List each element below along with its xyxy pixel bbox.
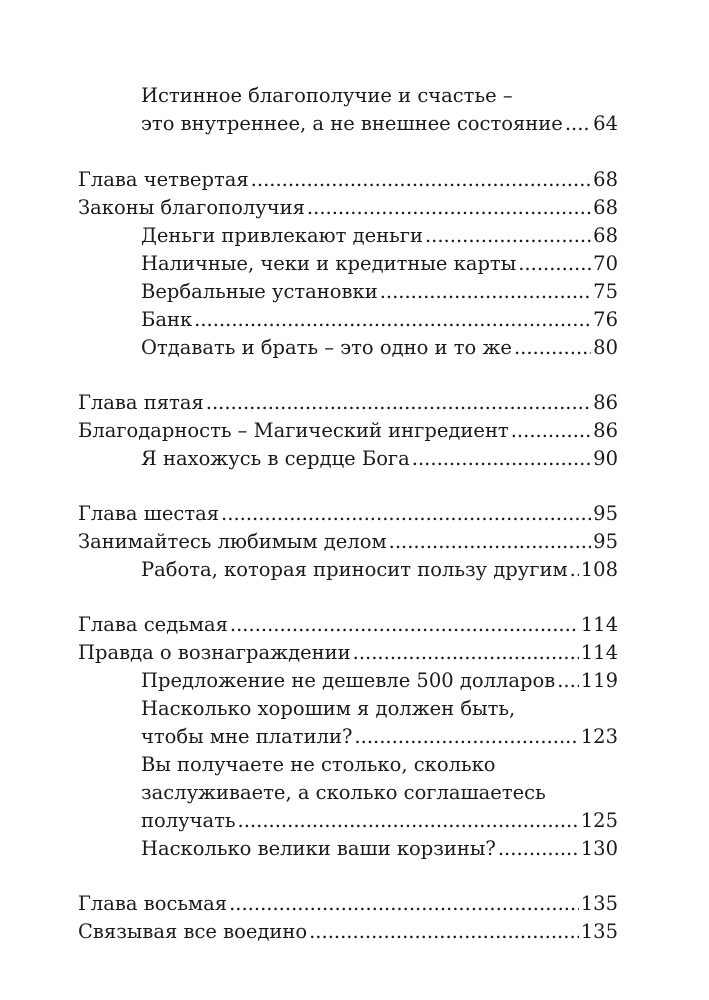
leader-dots <box>230 611 579 639</box>
toc-page-number: 135 <box>580 892 618 915</box>
leader-dots <box>565 110 591 138</box>
toc-page-number: 68 <box>593 224 618 247</box>
toc-chapter-title: Законы благополучия <box>78 196 305 219</box>
toc-entry-label: Насколько велики ваши корзины? <box>141 837 496 860</box>
toc-page-number: 135 <box>580 920 618 943</box>
toc-page-number: 90 <box>593 447 618 470</box>
leader-dots <box>425 222 591 250</box>
toc-entry-line1: Насколько хорошим я должен быть, <box>141 697 516 720</box>
leader-dots <box>570 556 579 584</box>
leader-dots <box>380 278 591 306</box>
toc-entry[interactable] <box>141 250 618 278</box>
toc-chapter-5-title[interactable] <box>78 417 618 445</box>
toc-entry-line2: заслуживаете, а сколько соглашаетесь <box>141 781 546 804</box>
toc-chapter-7-title[interactable] <box>78 639 618 667</box>
leader-dots <box>412 445 591 473</box>
toc-chapter-label: Глава четвертая <box>78 168 249 191</box>
toc-page-number: 68 <box>593 168 618 191</box>
toc-chapter-title: Правда о вознаграждении <box>78 641 351 664</box>
leader-dots <box>309 918 579 946</box>
leader-dots <box>221 500 591 528</box>
leader-dots <box>514 334 591 362</box>
leader-dots <box>229 890 579 918</box>
toc-entry[interactable] <box>141 723 618 751</box>
toc-entry[interactable] <box>141 835 618 863</box>
toc-entry-label: Банк <box>141 308 193 331</box>
toc-entry[interactable] <box>141 222 618 250</box>
toc-entry-label: Вербальные установки <box>141 280 378 303</box>
toc-entry[interactable] <box>141 667 618 695</box>
toc-page-number: 64 <box>593 112 618 135</box>
toc-page-number: 80 <box>593 336 618 359</box>
toc-page-number: 86 <box>593 391 618 414</box>
leader-dots <box>353 639 579 667</box>
leader-dots <box>389 528 592 556</box>
toc-entry-label: Предложение не дешевле 500 долларов <box>141 669 556 692</box>
toc-entry-label: это внутреннее, а не внешнее состояние <box>141 112 563 135</box>
toc-chapter-4[interactable] <box>78 166 618 194</box>
toc-entry[interactable] <box>141 278 618 306</box>
toc-page-number: 75 <box>593 280 618 303</box>
toc-entry-intro-line1: Истинное благополучие и счастье – <box>141 84 513 107</box>
toc-page-number: 114 <box>580 641 618 664</box>
toc-page-number: 108 <box>580 558 618 581</box>
toc-chapter-8[interactable] <box>78 890 618 918</box>
leader-dots <box>498 835 579 863</box>
toc-chapter-label: Глава шестая <box>78 502 220 525</box>
leader-dots <box>194 306 591 334</box>
toc-chapter-5[interactable] <box>78 389 618 417</box>
toc-page-number: 119 <box>580 669 618 692</box>
toc-chapter-8-title[interactable] <box>78 918 618 946</box>
toc-entry-label: Работа, которая приносит пользу другим <box>141 558 568 581</box>
leader-dots <box>511 417 591 445</box>
toc-entry[interactable] <box>141 445 618 473</box>
toc-chapter-6[interactable] <box>78 500 618 528</box>
toc-entry-label: Я нахожусь в сердце Бога <box>141 447 410 470</box>
toc-page-number: 76 <box>593 308 618 331</box>
toc-page-number: 125 <box>580 809 618 832</box>
toc-chapter-title: Связывая все воедино <box>78 920 308 943</box>
toc-chapter-7[interactable] <box>78 611 618 639</box>
leader-dots <box>354 723 578 751</box>
toc-chapter-label: Глава пятая <box>78 391 204 414</box>
toc-page-number: 68 <box>593 196 618 219</box>
toc-entry-label: получать <box>141 809 236 832</box>
leader-dots <box>251 166 592 194</box>
toc-chapter-title: Благодарность – Магический ингредиент <box>78 419 509 442</box>
toc-entry[interactable] <box>141 807 618 835</box>
toc-chapter-label: Глава седьмая <box>78 613 228 636</box>
toc-page-number: 130 <box>580 837 618 860</box>
toc-chapter-6-title[interactable] <box>78 528 618 556</box>
toc-chapter-label: Глава восьмая <box>78 892 228 915</box>
toc-page-number: 70 <box>593 252 618 275</box>
leader-dots <box>206 389 591 417</box>
toc-entry[interactable] <box>141 306 618 334</box>
leader-dots <box>518 250 591 278</box>
toc-page-number: 95 <box>593 530 618 553</box>
toc-entry-line1: Вы получаете не столько, сколько <box>141 753 496 776</box>
toc-page-number: 123 <box>580 725 618 748</box>
toc-page-number: 95 <box>593 502 618 525</box>
toc-entry-label: Деньги привлекают деньги <box>141 224 423 247</box>
toc-entry-label: Наличные, чеки и кредитные карты <box>141 252 517 275</box>
toc-page-number: 114 <box>580 613 618 636</box>
leader-dots <box>557 667 579 695</box>
leader-dots <box>307 194 591 222</box>
toc-entry-label: чтобы мне платили? <box>141 725 353 748</box>
leader-dots <box>238 807 579 835</box>
toc-entry[interactable] <box>141 334 618 362</box>
toc-page-number: 86 <box>593 419 618 442</box>
toc-chapter-title: Занимайтесь любимым делом <box>78 530 387 553</box>
toc-entry[interactable] <box>141 556 618 584</box>
toc-chapter-4-title[interactable] <box>78 194 618 222</box>
toc-entry-label: Отдавать и брать – это одно и то же <box>141 336 512 359</box>
toc-entry-intro[interactable] <box>141 110 618 138</box>
